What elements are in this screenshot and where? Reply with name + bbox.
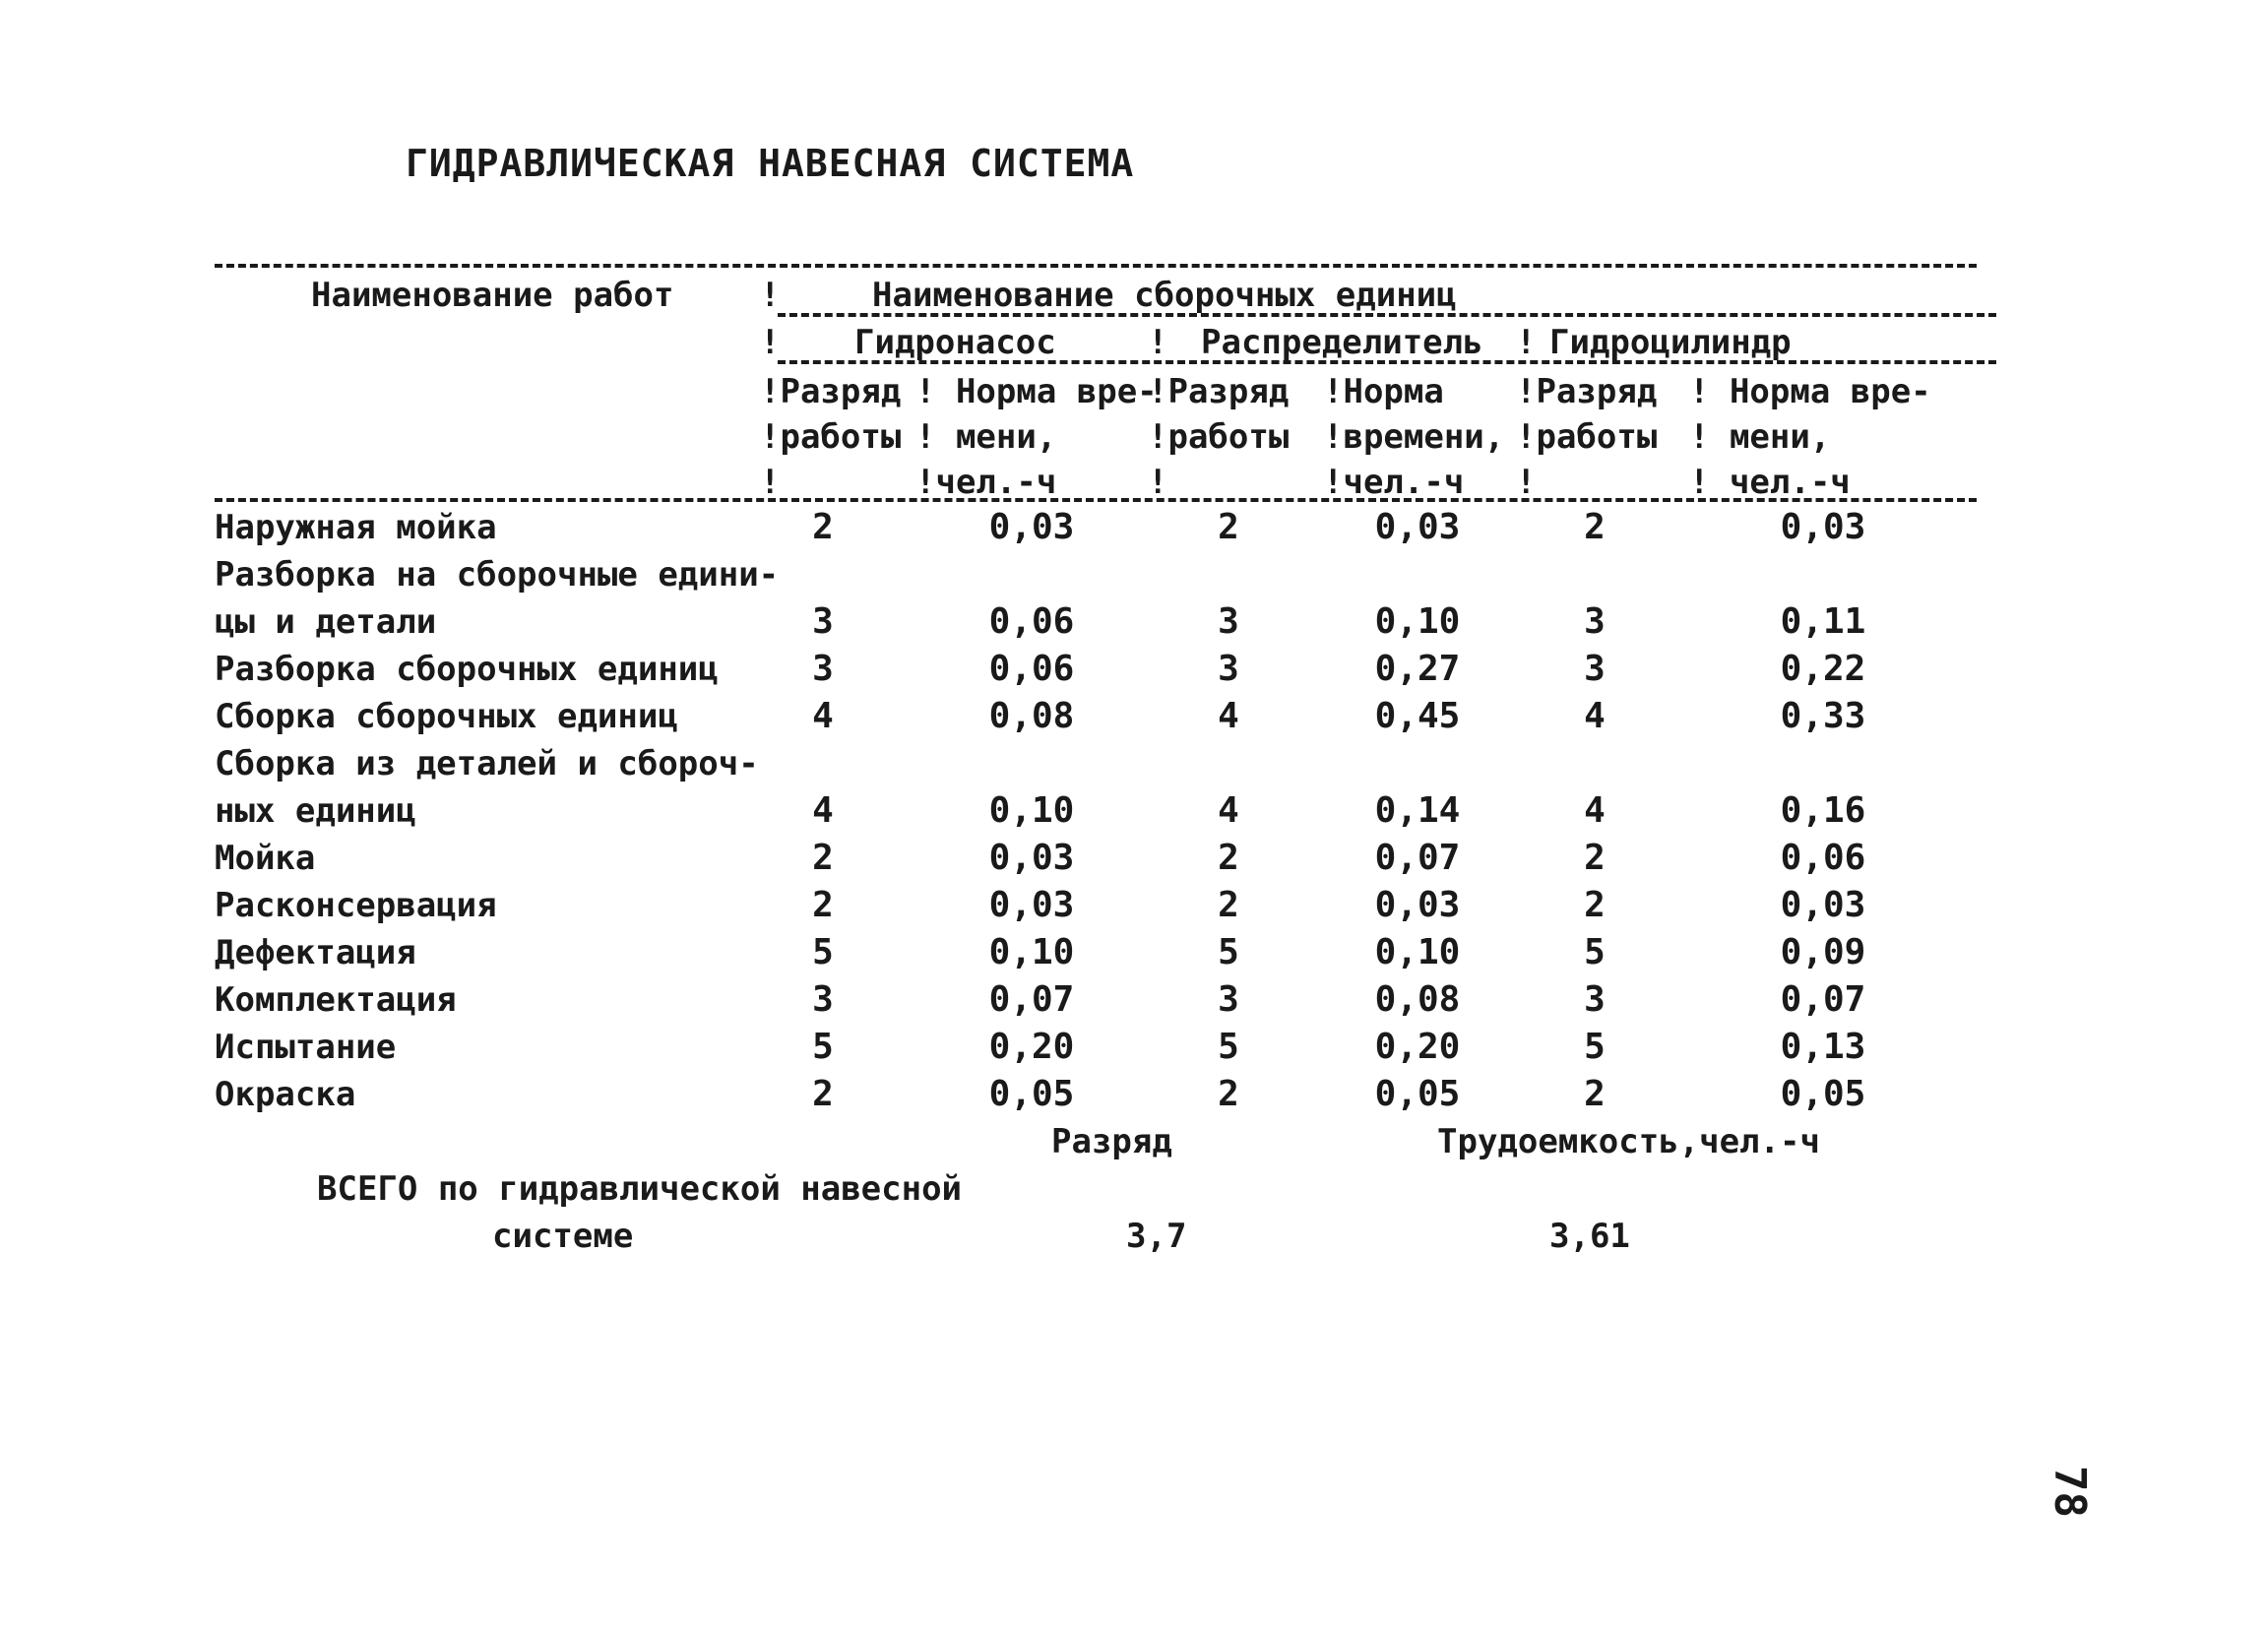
row-4-v1: 0,10	[988, 790, 1075, 831]
row-5-v2: 2	[1218, 838, 1239, 878]
row-2-v4: 3	[1584, 649, 1606, 689]
row-6-v2: 2	[1218, 885, 1239, 925]
row-0-v3: 0,03	[1374, 507, 1461, 547]
row-4-name-b: ных единиц	[215, 791, 416, 831]
row-9-v3: 0,20	[1374, 1027, 1461, 1067]
row-9-name: Испытание	[215, 1028, 397, 1067]
header-unit-cylinder: Гидроцилиндр	[1549, 323, 1792, 362]
row-6-v4: 2	[1584, 885, 1606, 925]
row-0-v0: 2	[812, 507, 834, 547]
row-5-v4: 2	[1584, 838, 1606, 878]
row-0-v5: 0,03	[1780, 507, 1866, 547]
row-4-v3: 0,14	[1374, 790, 1461, 831]
row-7-v5: 0,09	[1780, 932, 1866, 972]
row-3-v3: 0,45	[1374, 696, 1461, 736]
row-10-v1: 0,05	[988, 1074, 1075, 1114]
sub-norm-1c: !чел.-ч	[915, 463, 1057, 502]
row-3-v4: 4	[1584, 696, 1606, 736]
row-1-v1: 0,06	[988, 601, 1075, 642]
row-5-name: Мойка	[215, 839, 316, 878]
row-9-v4: 5	[1584, 1027, 1606, 1067]
row-5-v0: 2	[812, 838, 834, 878]
row-2-v2: 3	[1218, 649, 1239, 689]
row-3-v2: 4	[1218, 696, 1239, 736]
row-5-v3: 0,07	[1374, 838, 1461, 878]
row-10-name: Окраска	[215, 1075, 356, 1114]
row-2-v0: 3	[812, 649, 834, 689]
row-4-v0: 4	[812, 790, 834, 831]
sub-grade-1: !Разряд	[760, 372, 902, 411]
sub-grade-3b: !работы	[1516, 417, 1658, 457]
row-6-v5: 0,03	[1780, 885, 1866, 925]
sub-norm-3b: ! мени,	[1689, 417, 1831, 457]
row-8-v3: 0,08	[1374, 979, 1461, 1020]
row-7-v3: 0,10	[1374, 932, 1461, 972]
summary-labor-label: Трудоемкость,чел.-ч	[1437, 1122, 1820, 1161]
sub-norm-2c: !чел.-ч	[1323, 463, 1465, 502]
sub-norm-3c: ! чел.-ч	[1689, 463, 1851, 502]
row-7-v4: 5	[1584, 932, 1606, 972]
row-2-v3: 0,27	[1374, 649, 1461, 689]
row-3-v1: 0,08	[988, 696, 1075, 736]
header-sep-1: !	[760, 276, 781, 315]
header-sep-3: !	[1148, 323, 1168, 362]
row-4-name-a: Сборка из деталей и сбороч-	[215, 744, 759, 783]
row-9-v2: 5	[1218, 1027, 1239, 1067]
row-3-name: Сборка сборочных единиц	[215, 697, 678, 736]
summary-labor-value: 3,61	[1549, 1217, 1630, 1256]
sub-norm-1b: ! мени,	[915, 417, 1057, 457]
row-6-v1: 0,03	[988, 885, 1075, 925]
row-0-v2: 2	[1218, 507, 1239, 547]
row-6-v3: 0,03	[1374, 885, 1461, 925]
row-6-name: Расконсервация	[215, 886, 497, 925]
row-0-name: Наружная мойка	[215, 508, 497, 547]
header-unit-distributor: Распределитель	[1201, 323, 1483, 362]
header-sep-2: !	[760, 323, 781, 362]
row-6-v0: 2	[812, 885, 834, 925]
row-4-v2: 4	[1218, 790, 1239, 831]
summary-total-line1: ВСЕГО по гидравлической навесной	[317, 1169, 963, 1209]
row-4-v5: 0,16	[1780, 790, 1866, 831]
summary-grade-label: Разряд	[1051, 1122, 1172, 1161]
row-2-name: Разборка сборочных единиц	[215, 650, 719, 689]
row-1-v4: 3	[1584, 601, 1606, 642]
row-3-v5: 0,33	[1780, 696, 1866, 736]
summary-grade-value: 3,7	[1126, 1217, 1187, 1256]
row-9-v1: 0,20	[988, 1027, 1075, 1067]
row-10-v2: 2	[1218, 1074, 1239, 1114]
row-7-v1: 0,10	[988, 932, 1075, 972]
sub-grade-1b: !работы	[760, 417, 902, 457]
row-9-v0: 5	[812, 1027, 834, 1067]
row-7-name: Дефектация	[215, 933, 416, 972]
header-works: Наименование работ	[311, 276, 674, 315]
row-10-v5: 0,05	[1780, 1074, 1866, 1114]
header-group-rule	[778, 313, 1996, 317]
table-top-rule	[215, 264, 1977, 268]
sub-norm-2b: !времени,	[1323, 417, 1505, 457]
sub-norm-2: !Норма	[1323, 372, 1444, 411]
document-title: ГИДРАВЛИЧЕСКАЯ НАВЕСНАЯ СИСТЕМА	[406, 142, 1135, 185]
row-9-v5: 0,13	[1780, 1027, 1866, 1067]
row-1-name-b: цы и детали	[215, 602, 437, 642]
row-10-v0: 2	[812, 1074, 834, 1114]
sub-grade-1c: !	[760, 463, 781, 502]
header-units-rule	[778, 360, 1996, 364]
row-8-v2: 3	[1218, 979, 1239, 1020]
sub-grade-3: !Разряд	[1516, 372, 1658, 411]
row-7-v2: 5	[1218, 932, 1239, 972]
sub-grade-2b: !работы	[1148, 417, 1290, 457]
row-1-v2: 3	[1218, 601, 1239, 642]
row-10-v4: 2	[1584, 1074, 1606, 1114]
row-1-name-a: Разборка на сборочные едини-	[215, 555, 780, 595]
row-5-v5: 0,06	[1780, 838, 1866, 878]
row-8-name: Комплектация	[215, 980, 457, 1020]
row-8-v1: 0,07	[988, 979, 1075, 1020]
sub-norm-1: ! Норма вре-	[915, 372, 1158, 411]
summary-total-line2: системе	[492, 1217, 634, 1256]
sub-grade-2c: !	[1148, 463, 1168, 502]
row-3-v0: 4	[812, 696, 834, 736]
row-0-v1: 0,03	[988, 507, 1075, 547]
row-7-v0: 5	[812, 932, 834, 972]
row-4-v4: 4	[1584, 790, 1606, 831]
row-10-v3: 0,05	[1374, 1074, 1461, 1114]
row-2-v5: 0,22	[1780, 649, 1866, 689]
row-1-v5: 0,11	[1780, 601, 1866, 642]
header-sep-4: !	[1516, 323, 1537, 362]
row-8-v4: 3	[1584, 979, 1606, 1020]
row-1-v0: 3	[812, 601, 834, 642]
row-2-v1: 0,06	[988, 649, 1075, 689]
page-number: 78	[2044, 1466, 2095, 1518]
row-5-v1: 0,03	[988, 838, 1075, 878]
sub-norm-3: ! Норма вре-	[1689, 372, 1931, 411]
row-8-v5: 0,07	[1780, 979, 1866, 1020]
header-unit-pump: Гидронасос	[854, 323, 1056, 362]
sub-grade-3c: !	[1516, 463, 1537, 502]
row-0-v4: 2	[1584, 507, 1606, 547]
header-units-group: Наименование сборочных единиц	[872, 276, 1457, 315]
row-1-v3: 0,10	[1374, 601, 1461, 642]
header-bottom-rule	[215, 498, 1977, 502]
row-8-v0: 3	[812, 979, 834, 1020]
sub-grade-2: !Разряд	[1148, 372, 1290, 411]
